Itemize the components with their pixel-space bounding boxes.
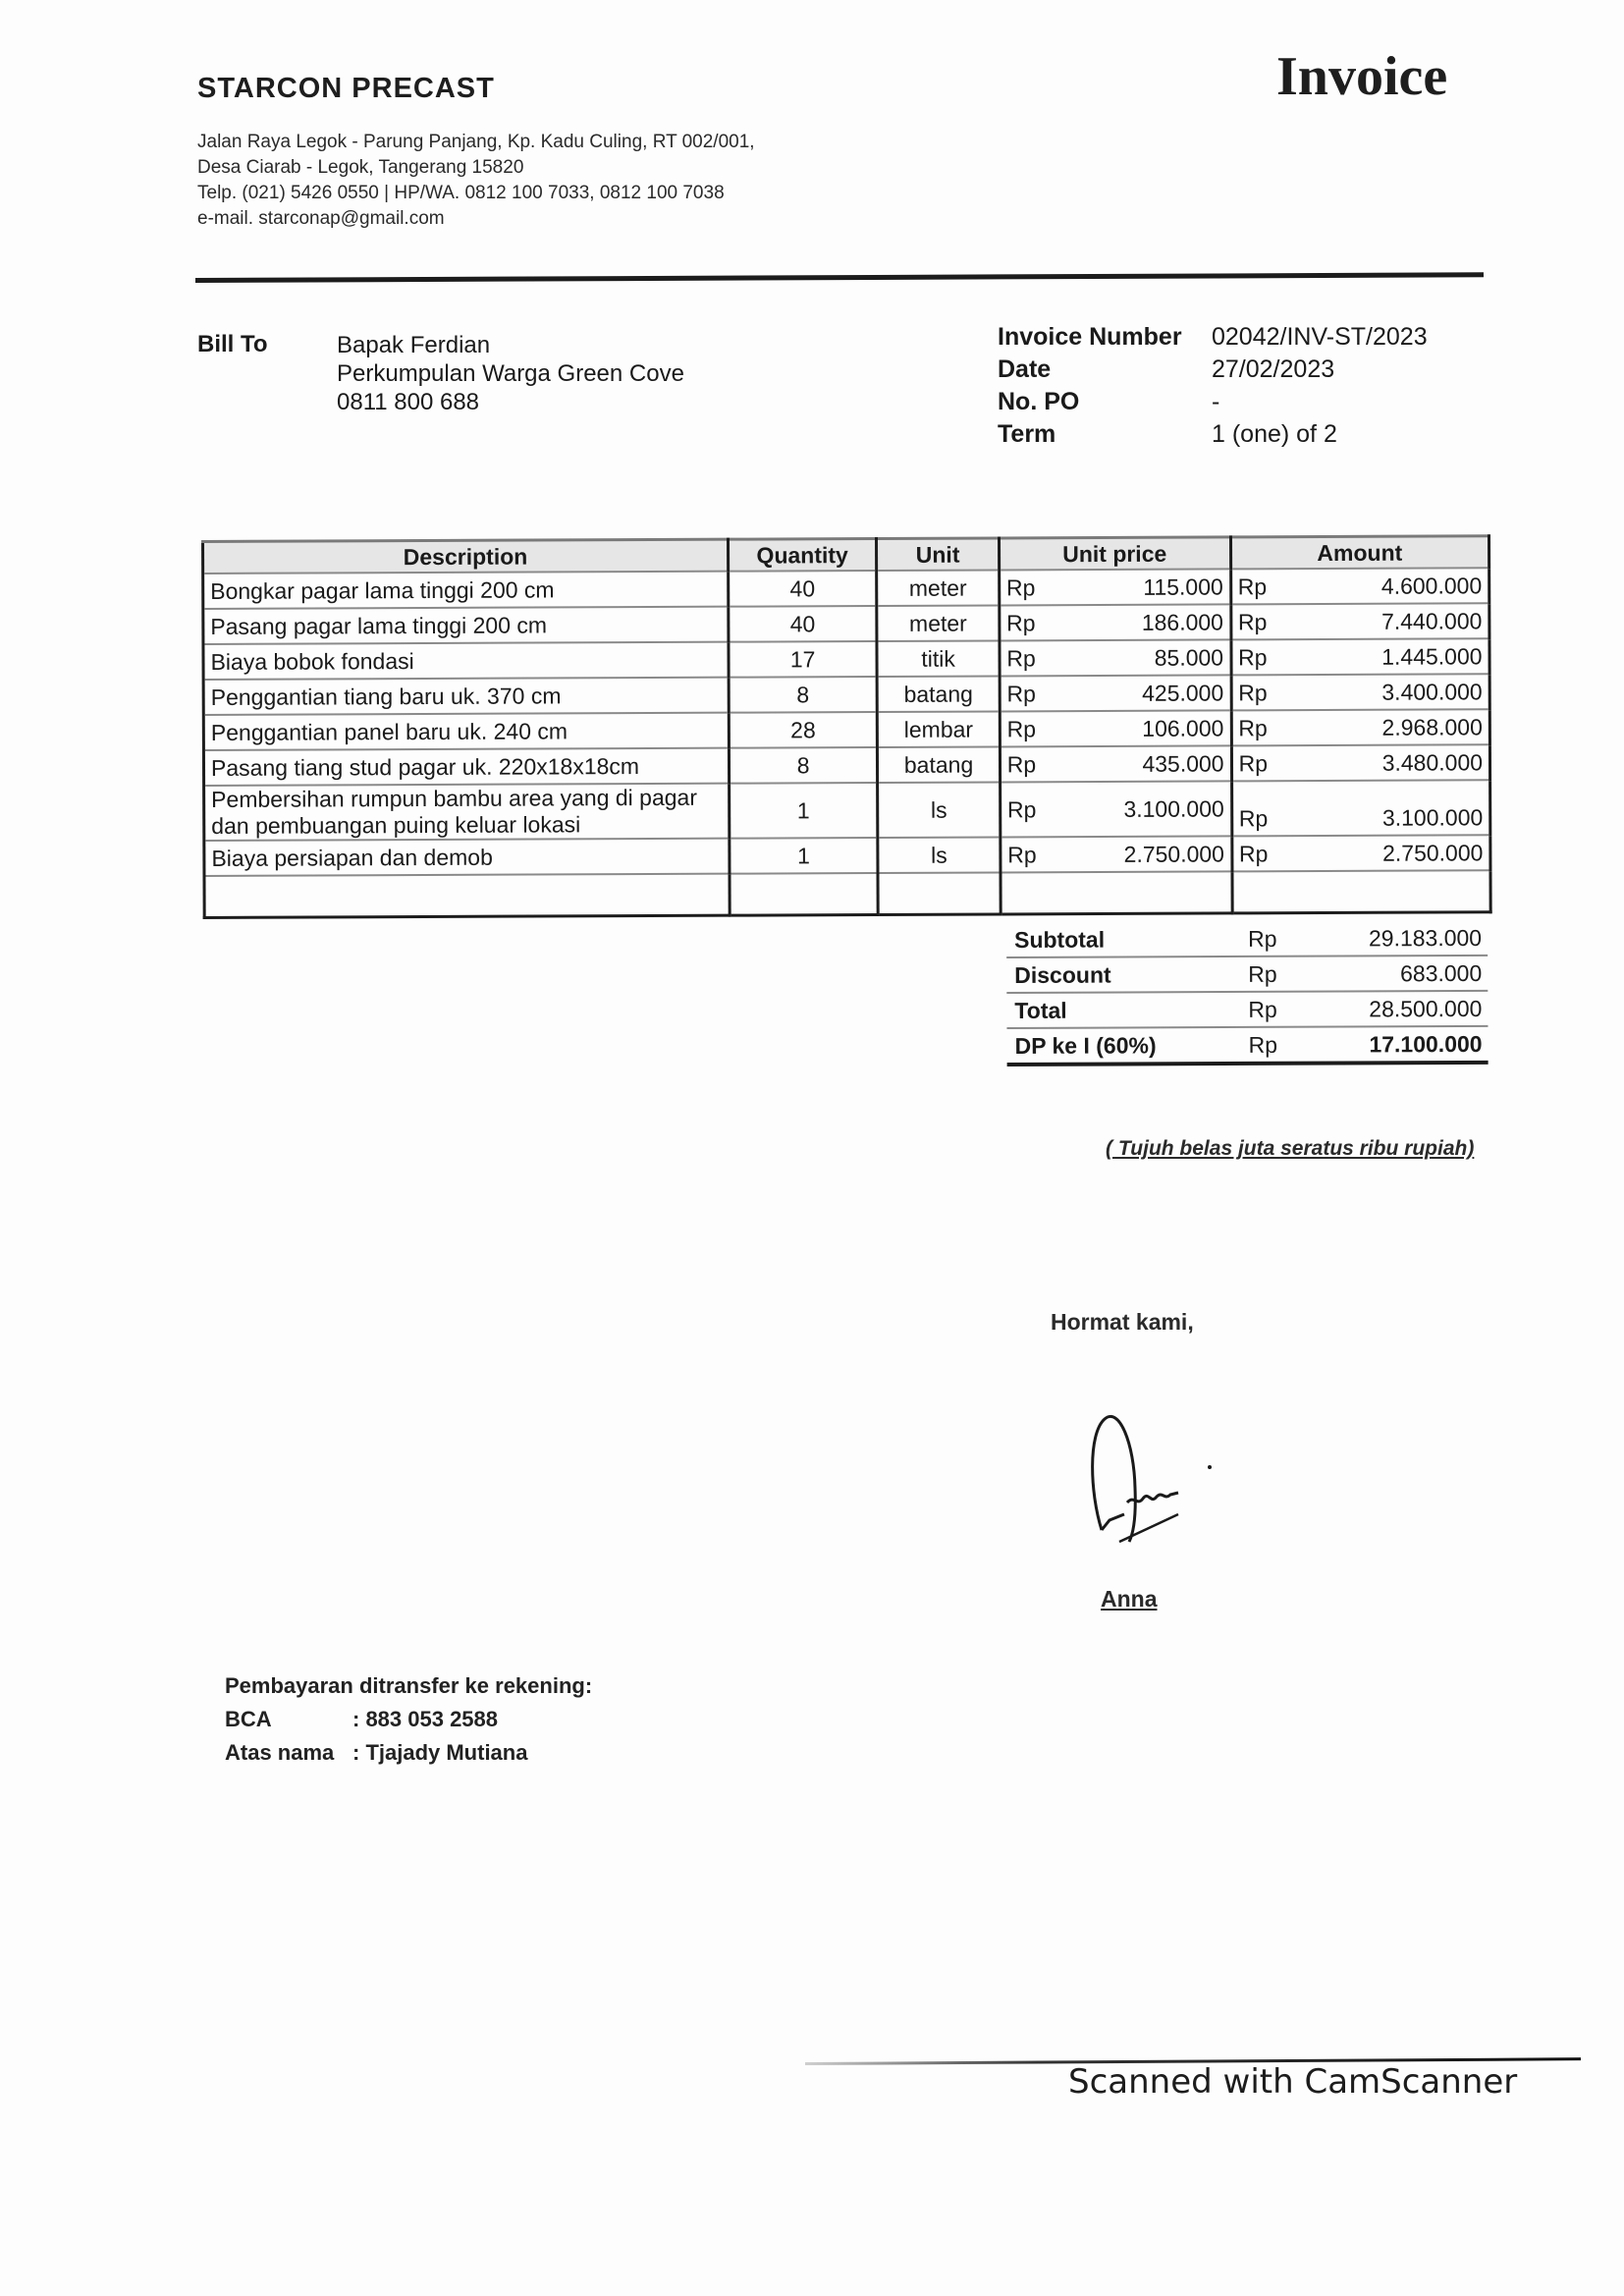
item-description: Pasang pagar lama tinggi 200 cm bbox=[203, 607, 729, 644]
item-amount: 7.440.000 bbox=[1380, 607, 1483, 634]
item-quantity: 8 bbox=[729, 747, 878, 784]
currency: Rp bbox=[1006, 609, 1036, 635]
table-row bbox=[203, 709, 1489, 750]
total-value: 28.500.000 bbox=[1369, 995, 1483, 1022]
currency: Rp bbox=[1006, 750, 1037, 777]
total-label: Total bbox=[1014, 997, 1067, 1023]
money-wrap bbox=[1238, 608, 1483, 635]
bank-name: BCA bbox=[225, 1707, 272, 1731]
item-amount: 3.100.000 bbox=[1381, 803, 1484, 831]
discount-value: 683.000 bbox=[1400, 959, 1483, 987]
item-amount: 3.480.000 bbox=[1381, 748, 1484, 776]
item-unit: meter bbox=[877, 570, 1000, 606]
phone-line: Telp. (021) 5426 0550 | HP/WA. 0812 100 7033, 0812 100 7038 bbox=[197, 183, 725, 203]
item-unit: batang bbox=[878, 746, 1001, 783]
item-quantity: 40 bbox=[729, 571, 878, 607]
item-amount: 4.600.000 bbox=[1380, 572, 1483, 599]
item-unit-price-cell bbox=[1000, 745, 1231, 782]
currency: Rp bbox=[1238, 840, 1269, 866]
empty-cell bbox=[1232, 870, 1491, 913]
empty-cell bbox=[878, 872, 1001, 914]
item-description: Pembersihan rumpun bambu area yang di pagar dan pembuangan puing keluar lokasi bbox=[204, 784, 730, 841]
item-unit-price-cell bbox=[1000, 639, 1231, 676]
item-unit: ls bbox=[878, 782, 1001, 838]
subtotal-value: 29.183.000 bbox=[1368, 924, 1483, 952]
money-wrap bbox=[1239, 840, 1484, 867]
bill-to-block bbox=[337, 331, 684, 416]
company-name: STARCON PRECAST bbox=[197, 73, 495, 104]
meta-row-date bbox=[998, 354, 1428, 386]
currency: Rp bbox=[1238, 643, 1268, 670]
down-payment-value: 17.100.000 bbox=[1369, 1030, 1483, 1058]
currency: Rp bbox=[1006, 680, 1036, 706]
discount-label: Discount bbox=[1014, 961, 1111, 988]
invoice-date: 27/02/2023 bbox=[1212, 355, 1335, 383]
item-description: Bongkar pagar lama tinggi 200 cm bbox=[203, 572, 729, 609]
item-amount-cell bbox=[1231, 709, 1490, 745]
item-quantity: 28 bbox=[729, 712, 878, 748]
item-amount-cell bbox=[1230, 638, 1489, 675]
money-wrap bbox=[1007, 841, 1224, 868]
account-holder-label: Atas nama bbox=[225, 1740, 335, 1765]
meta-row-term bbox=[998, 418, 1428, 451]
item-unit-price: 186.000 bbox=[1141, 608, 1223, 635]
item-unit-price-cell bbox=[1000, 781, 1231, 837]
meta-label: Date bbox=[998, 355, 1052, 383]
customer-phone: 0811 800 688 bbox=[337, 389, 480, 415]
currency: Rp bbox=[1238, 804, 1269, 831]
empty-cell bbox=[1001, 871, 1232, 914]
item-quantity: 1 bbox=[730, 838, 879, 874]
money-wrap bbox=[1238, 749, 1483, 777]
money-wrap bbox=[1238, 573, 1483, 600]
table-row bbox=[204, 835, 1490, 876]
table-row bbox=[203, 638, 1489, 680]
header-unit-price: Unit price bbox=[999, 537, 1230, 571]
money-wrap bbox=[1007, 715, 1224, 742]
header-description: Description bbox=[203, 539, 729, 574]
money-wrap bbox=[1007, 795, 1224, 823]
item-quantity: 8 bbox=[729, 677, 878, 713]
table-row bbox=[203, 674, 1489, 715]
scanner-watermark: Scanned with CamScanner bbox=[1068, 2062, 1518, 2102]
meta-row-po bbox=[998, 386, 1428, 418]
currency: Rp bbox=[1237, 573, 1268, 599]
customer-organization: Perkumpulan Warga Green Cove bbox=[337, 360, 684, 387]
meta-label: Term bbox=[998, 420, 1056, 448]
bank-account-row bbox=[225, 1703, 592, 1736]
money-wrap bbox=[1238, 643, 1483, 671]
meta-label: Invoice Number bbox=[998, 323, 1182, 351]
totals-block bbox=[1006, 921, 1489, 1066]
item-amount-cell bbox=[1230, 568, 1489, 604]
company-address bbox=[197, 130, 755, 232]
item-unit-price: 435.000 bbox=[1142, 749, 1224, 777]
item-amount: 1.445.000 bbox=[1381, 642, 1483, 670]
amount-in-words: ( Tujuh belas juta seratus ribu rupiah) bbox=[1106, 1137, 1475, 1160]
payment-info bbox=[225, 1669, 592, 1770]
table-row bbox=[203, 568, 1489, 609]
account-holder-name: : Tjajady Mutiana bbox=[352, 1740, 528, 1765]
money-wrap bbox=[1007, 750, 1224, 778]
account-number: : 883 053 2588 bbox=[352, 1707, 499, 1731]
payment-term: 1 (one) of 2 bbox=[1212, 420, 1337, 448]
subtotal-label: Subtotal bbox=[1014, 926, 1106, 953]
item-quantity: 17 bbox=[729, 641, 878, 678]
down-payment-label: DP ke I (60%) bbox=[1014, 1032, 1157, 1059]
currency: Rp bbox=[1007, 841, 1037, 867]
address-line: Jalan Raya Legok - Parung Panjang, Kp. Kadu Culing, RT 002/001, bbox=[197, 132, 755, 152]
header-quantity: Quantity bbox=[728, 538, 877, 571]
account-holder-row bbox=[225, 1736, 592, 1770]
item-description: Penggantian panel baru uk. 240 cm bbox=[203, 713, 729, 750]
discount-row bbox=[1006, 957, 1488, 994]
item-amount: 2.750.000 bbox=[1382, 839, 1484, 866]
currency: Rp bbox=[1238, 714, 1268, 740]
address-line: Desa Ciarab - Legok, Tangerang 15820 bbox=[197, 157, 524, 178]
table-row bbox=[203, 744, 1489, 786]
item-description: Biaya bobok fondasi bbox=[203, 642, 729, 680]
money-wrap bbox=[1238, 679, 1483, 706]
money-wrap bbox=[1006, 609, 1223, 636]
currency: Rp bbox=[1248, 925, 1277, 952]
line-items-table bbox=[201, 534, 1492, 919]
item-unit-price: 115.000 bbox=[1143, 573, 1223, 600]
total-row bbox=[1006, 992, 1488, 1029]
item-amount-cell bbox=[1231, 744, 1490, 781]
currency: Rp bbox=[1006, 715, 1037, 741]
currency: Rp bbox=[1248, 996, 1277, 1022]
item-unit: lembar bbox=[878, 711, 1001, 747]
email-line: e-mail. starconap@gmail.com bbox=[197, 208, 445, 229]
table-empty-row bbox=[204, 870, 1490, 917]
item-unit: meter bbox=[877, 605, 1000, 641]
item-unit-price-cell bbox=[999, 569, 1230, 605]
item-unit-price: 2.750.000 bbox=[1123, 840, 1225, 867]
item-amount-cell bbox=[1231, 780, 1490, 836]
money-wrap bbox=[1006, 574, 1223, 601]
item-unit-price-cell bbox=[1001, 836, 1232, 872]
item-unit-price: 85.000 bbox=[1154, 643, 1224, 671]
currency: Rp bbox=[1238, 749, 1269, 776]
empty-cell bbox=[204, 874, 730, 918]
item-unit-price-cell bbox=[1000, 675, 1231, 711]
down-payment-row bbox=[1006, 1027, 1488, 1066]
signature bbox=[1080, 1404, 1257, 1552]
invoice-meta bbox=[998, 321, 1428, 451]
header-unit: Unit bbox=[877, 538, 1000, 571]
payment-heading: Pembayaran ditransfer ke rekening: bbox=[225, 1673, 593, 1698]
currency: Rp bbox=[1248, 1031, 1278, 1058]
document-title: Invoice bbox=[1276, 46, 1448, 107]
meta-row-invoice-number bbox=[998, 321, 1428, 354]
header-divider bbox=[195, 272, 1484, 283]
item-unit-price: 3.100.000 bbox=[1123, 794, 1224, 822]
invoice-number: 02042/INV-ST/2023 bbox=[1212, 323, 1428, 351]
item-amount: 2.968.000 bbox=[1381, 713, 1483, 740]
item-unit: titik bbox=[877, 640, 1000, 677]
item-unit-price-cell bbox=[1000, 710, 1231, 746]
currency: Rp bbox=[1005, 574, 1036, 600]
item-description: Biaya persiapan dan demob bbox=[204, 839, 730, 876]
item-unit-price-cell bbox=[1000, 604, 1231, 640]
item-quantity: 1 bbox=[729, 783, 878, 839]
money-wrap bbox=[1006, 680, 1223, 707]
item-unit: batang bbox=[877, 676, 1000, 712]
currency: Rp bbox=[1237, 608, 1268, 634]
customer-name: Bapak Ferdian bbox=[337, 332, 491, 358]
item-quantity: 40 bbox=[729, 606, 878, 642]
meta-label: No. PO bbox=[998, 388, 1080, 415]
po-number: - bbox=[1212, 388, 1220, 415]
item-description: Penggantian tiang baru uk. 370 cm bbox=[203, 678, 729, 715]
item-unit-price: 106.000 bbox=[1142, 714, 1224, 741]
currency: Rp bbox=[1006, 644, 1036, 671]
closing-greeting: Hormat kami, bbox=[1051, 1309, 1194, 1335]
item-amount-cell bbox=[1231, 835, 1490, 871]
currency: Rp bbox=[1238, 679, 1268, 705]
empty-cell bbox=[730, 873, 879, 915]
bill-to-label: Bill To bbox=[197, 331, 268, 357]
subtotal-row bbox=[1006, 921, 1488, 958]
item-description: Pasang tiang stud pagar uk. 220x18x18cm bbox=[203, 748, 729, 786]
currency: Rp bbox=[1248, 960, 1277, 987]
item-amount: 3.400.000 bbox=[1381, 678, 1483, 705]
item-unit-price: 425.000 bbox=[1142, 679, 1224, 706]
header-amount: Amount bbox=[1230, 536, 1489, 570]
money-wrap bbox=[1239, 785, 1484, 832]
signer-name: Anna bbox=[1101, 1586, 1158, 1612]
money-wrap bbox=[1238, 714, 1483, 741]
table-row bbox=[203, 603, 1489, 644]
money-wrap bbox=[1006, 644, 1223, 672]
currency: Rp bbox=[1006, 795, 1037, 822]
item-unit: ls bbox=[878, 837, 1001, 873]
table-row bbox=[204, 780, 1490, 841]
item-amount-cell bbox=[1230, 603, 1489, 639]
item-amount-cell bbox=[1231, 674, 1490, 710]
